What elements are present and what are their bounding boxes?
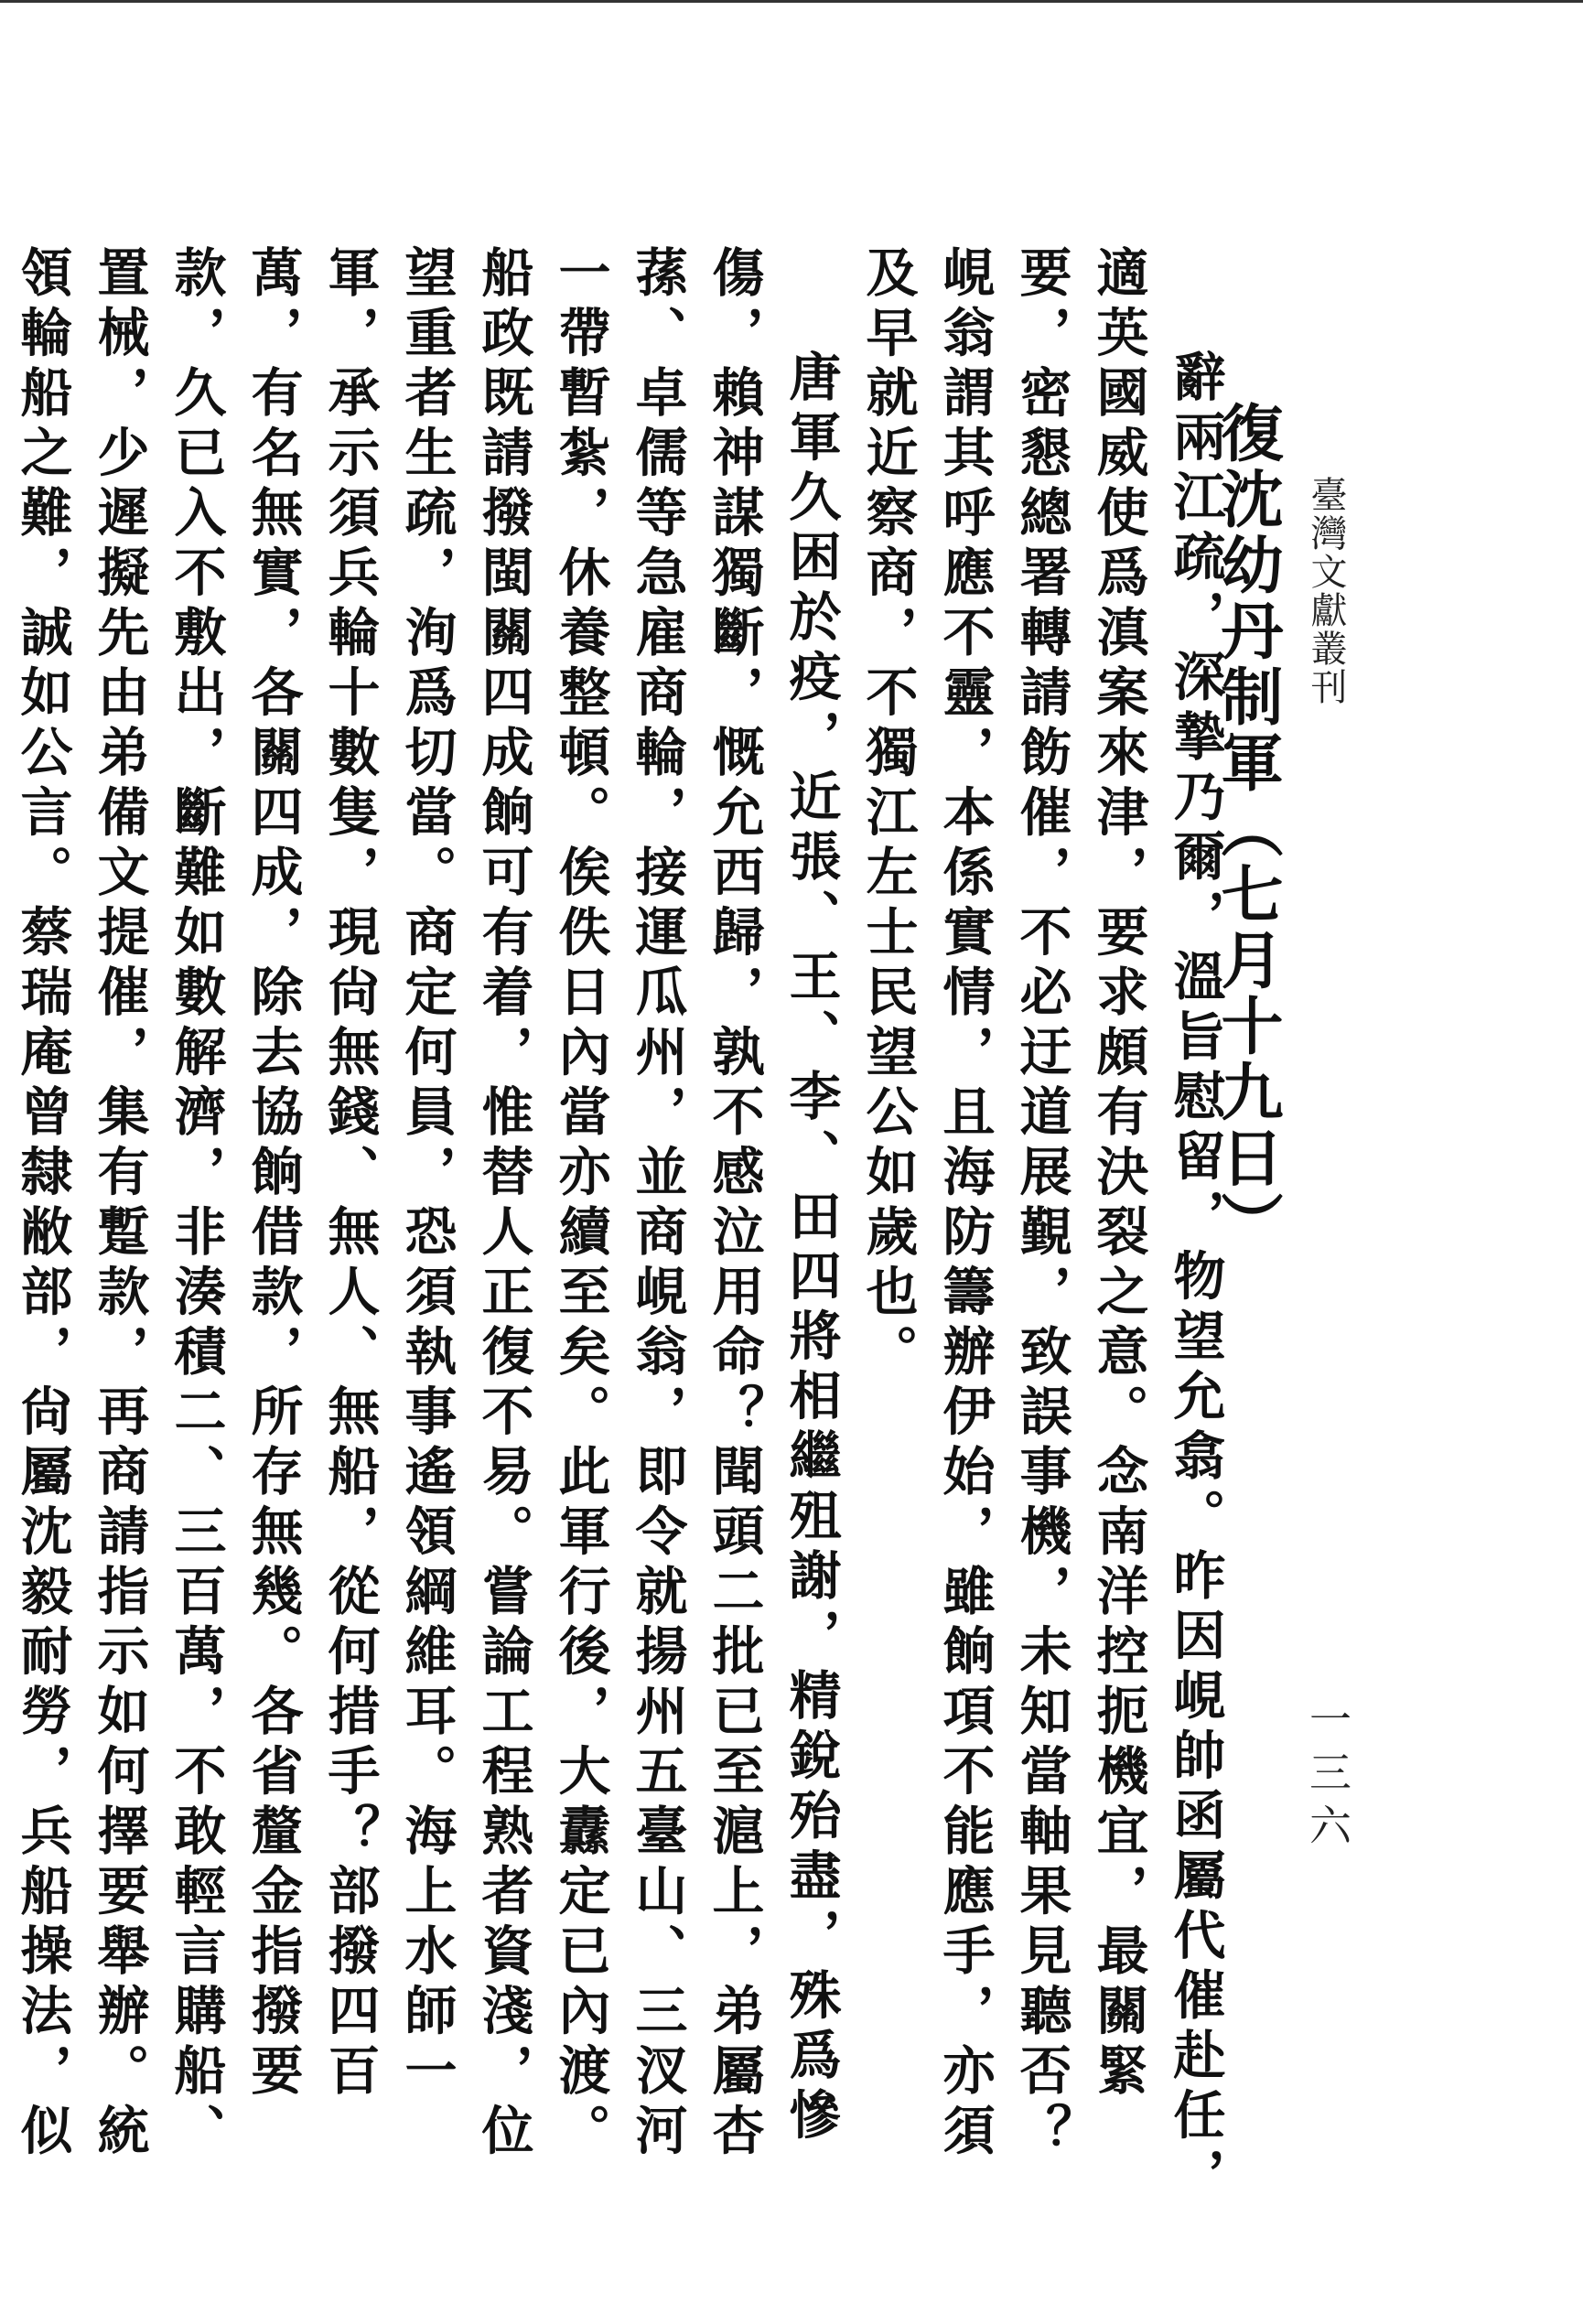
body-paragraph: 辭兩江疏，深摯乃爾，溫旨慰留，物望允翕。昨因峴帥函屬代催赴任，適英國威使爲滇案來津，要求頗有決裂之意。念南洋控扼機宜，最關緊要，密懇總署轉請飭催，不必迂道展覲，致誤事機，未知當軸果見聽否？峴翁謂其呼應不靈，本係實情，且海防籌辦伊始，雖餉項不能應手，亦須及早就近察商，不獨江左士民望公如歲也。 — [857, 245, 1226, 2208]
top-border-line — [0, 0, 1583, 3]
page-number: 一三六 — [1303, 1697, 1352, 1856]
article-date: （七月十九日） — [1211, 796, 1284, 1257]
article-title-text: 復沈幼丹制軍 — [1211, 401, 1284, 796]
series-title: 臺灣文獻叢刊 — [1305, 476, 1347, 706]
article-body — [0, 245, 1233, 2212]
body-paragraph: 唐軍久困於疫，近張、王、李、田四將相繼殂謝，精銳殆盡，殊爲慘傷，賴神謀獨斷，慨允西歸，孰不感泣用命？聞頭二批已至滬上，弟屬杏蓀、卓儒等急雇商輪，接運瓜州，並商峴翁，即令就揚州五臺山、三汊河一帶暫紮，休養整頓。俟佚日內當亦續至矣。此軍行後，大纛定已內渡。船政既請撥閩關四成餉可有着，惟替人正復不易。嘗論工程熟者資淺，位望重者生疏，洵爲切當。商定何員，恐須執事遙領綱維耳。海上水師一軍，承示須兵輪十數隻，現尙無錢、無人、無船，從何措手？部撥四百萬，有名無實，各關四成，除去協餉借款，所存無幾。各省釐金指撥要款，久已入不敷出，斷難如數解濟，非湊積二、三百萬，不敢輕言購船、置械，少遲擬先由弟備文提催，集有蹔款，再商請指示如何擇要舉辦。統領輪船之難，誠如公言。蔡瑞庵曾隸敝部，尙屬沈毅耐勞，兵船操法，似 — [12, 245, 842, 2163]
